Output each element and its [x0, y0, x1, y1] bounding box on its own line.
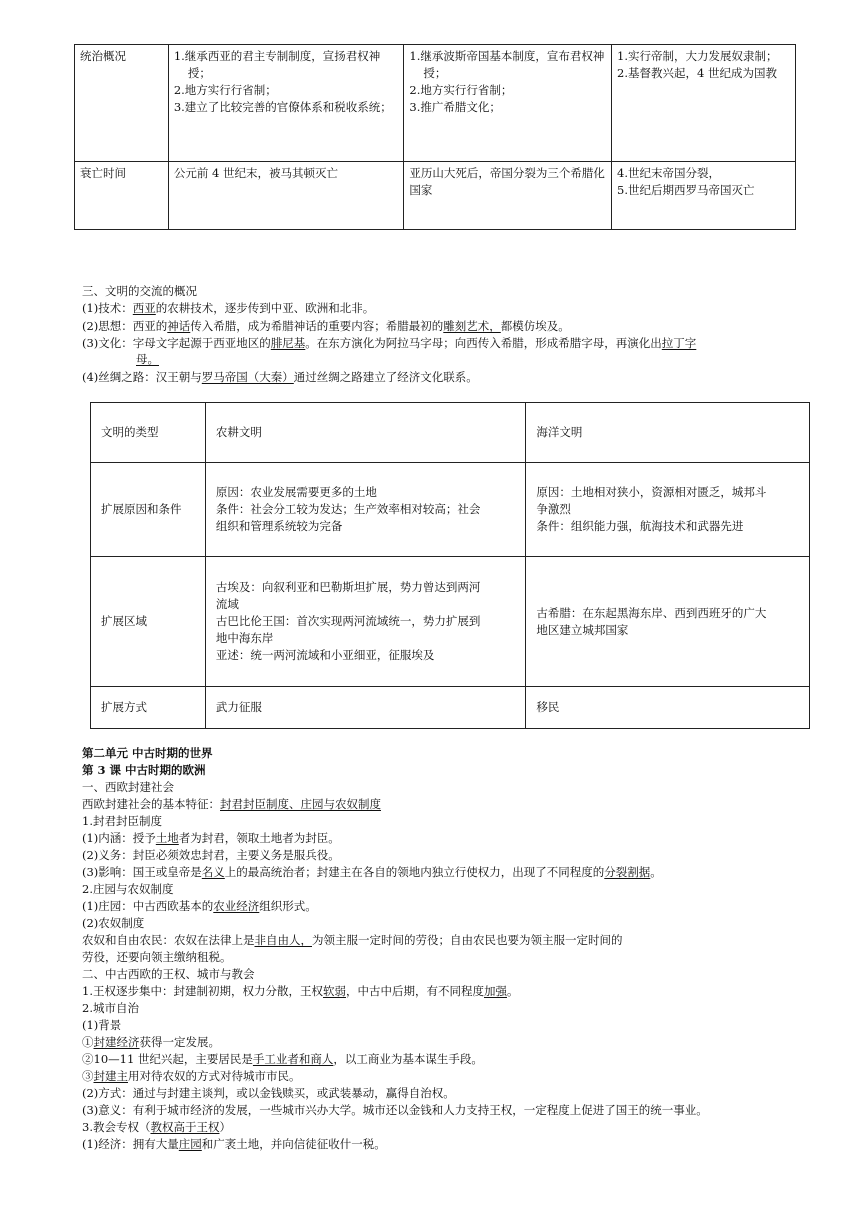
- paragraph-line: (2)农奴制度: [82, 916, 145, 930]
- paragraph-line: ①封建经济获得一定发展。: [82, 1035, 220, 1049]
- table-cell: 原因：土地相对狭小，资源相对匮乏，城邦斗 争激烈 条件：组织能力强，航海技术和武器先进: [526, 463, 810, 557]
- paragraph-line: (2)方式：通过与封建主谈判，或以金钱赎买，或武装暴动，赢得自治权。: [82, 1086, 455, 1100]
- lesson-title: 第 3 课 中古时期的欧洲: [82, 763, 206, 777]
- paragraph-line: (1)经济：拥有大量庄园和广袤土地，并向信徒征收什一税。: [82, 1137, 386, 1151]
- subheading: 2.城市自治: [82, 1001, 139, 1015]
- cell-line: 1.实行帝制，大力发展奴隶制；: [617, 49, 778, 63]
- paragraph-line: 劳役，还要向领主缴纳租税。: [82, 950, 232, 964]
- paragraph-line: (3)意义：有利于城市经济的发展，一些城市兴办大学。城市还以金钱和人力支持王权，一定程度上促进了国王的统一事业。: [82, 1103, 708, 1117]
- paragraph-line: (4)丝绸之路：汉王朝与罗马帝国（大秦）通过丝绸之路建立了经济文化联系。: [82, 370, 478, 384]
- table-row: [75, 162, 796, 230]
- subheading: 3.教会专权（教权高于王权）: [82, 1120, 231, 1134]
- paragraph-line: ②10—11 世纪兴起，主要居民是手工业者和商人，以工商业为基本谋生手段。: [82, 1052, 483, 1066]
- row-label: 扩展原因和条件: [91, 463, 206, 557]
- row-label: 扩展方式: [91, 687, 206, 729]
- cell-line: 2.地方实行行省制；: [409, 83, 513, 97]
- table-row: [91, 557, 810, 687]
- table-row: [91, 687, 810, 729]
- table-cell: 古希腊：在东起黑海东岸、西到西班牙的广大 地区建立城邦国家: [526, 557, 810, 687]
- paragraph-line: (1)背景: [82, 1018, 122, 1032]
- paragraph-line: (1)技术：西亚的农耕技术，逐步传到中亚、欧洲和北非。: [82, 301, 375, 315]
- table-header-row: [91, 403, 810, 463]
- paragraph-line: (1)庄园：中古西欧基本的农业经济组织形式。: [82, 899, 317, 913]
- table-cell: [168, 162, 404, 230]
- paragraph-line: 母。: [136, 352, 159, 366]
- civilization-table: [90, 402, 810, 729]
- cell-line: 公元前 4 世纪末，被马其顿灭亡: [173, 166, 338, 180]
- governance-table: [74, 44, 796, 230]
- section-heading: 二、中古西欧的王权、城市与教会: [82, 967, 255, 981]
- paragraph-line: (1)内涵：授予土地者为封君，领取土地者为封臣。: [82, 831, 340, 845]
- section-heading: 一、西欧封建社会: [82, 780, 174, 794]
- paragraph-line: (3)影响：国王或皇帝是名义上的最高统治者；封建主在各自的领地内独立行使权力，出现了不同程度的分裂割据。: [82, 865, 662, 879]
- column-header: 海洋文明: [526, 403, 810, 463]
- subheading: 2.庄园与农奴制度: [82, 882, 174, 896]
- cell-line: 2.基督教兴起，4 世纪成为国教: [617, 66, 777, 80]
- table-cell: [612, 45, 796, 162]
- row-label: 统治概况: [75, 45, 169, 162]
- column-header: 文明的类型: [91, 403, 206, 463]
- cell-line: 4.世纪末帝国分裂，: [617, 166, 720, 180]
- paragraph-line: (2)义务：封臣必须效忠封君，主要义务是服兵役。: [82, 848, 340, 862]
- paragraph-line: (3)文化：字母文字起源于西亚地区的腓尼基。在东方演化为阿拉马字母；向西传入希腊，形成希腊字母，再演化出拉丁字: [82, 336, 697, 350]
- row-label: 衰亡时间: [75, 162, 169, 230]
- cell-line: 1.继承波斯帝国基本制度，宣布君权神授；: [409, 49, 605, 80]
- table-cell: [612, 162, 796, 230]
- paragraph-line: 1.王权逐步集中：封建制初期，权力分散，王权软弱，中古中后期，有不同程度加强。: [82, 984, 519, 998]
- table-cell: 移民: [526, 687, 810, 729]
- section-heading: 三、文明的交流的概况: [82, 284, 197, 298]
- table-cell: 原因：农业发展需要更多的土地 条件：社会分工较为发达；生产效率相对较高；社会 组织和管理系统较为完备: [205, 463, 526, 557]
- table-row: [91, 463, 810, 557]
- paragraph-line: (2)思想：西亚的神话传入希腊，成为希腊神话的重要内容；希腊最初的雕刻艺术，都模仿埃及。: [82, 319, 570, 333]
- table-cell: 古埃及：向叙利亚和巴勒斯坦扩展，势力曾达到两河 流域 古巴比伦王国：首次实现两河流域统一，势力扩展到 地中海东岸 亚述：统一两河流域和小亚细亚，征服埃及: [205, 557, 526, 687]
- subheading: 1.封君封臣制度: [82, 814, 162, 828]
- unit-title: 第二单元 中古时期的世界: [82, 746, 213, 760]
- cell-line: 1.继承西亚的君主专制制度，宣扬君权神授；: [173, 49, 381, 80]
- table-row: [75, 45, 796, 162]
- table-cell: 武力征服: [205, 687, 526, 729]
- cell-line: 3.推广希腊文化；: [409, 100, 501, 114]
- paragraph-line: 西欧封建社会的基本特征：封君封臣制度、庄园与农奴制度: [82, 797, 381, 811]
- cell-line: 亚历山大死后，帝国分裂为三个希腊化国家: [409, 166, 605, 197]
- paragraph-line: ③封建主用对待农奴的方式对待城市市民。: [82, 1069, 301, 1083]
- cell-line: 2.地方实行行省制；: [173, 83, 277, 97]
- table-cell: [404, 162, 612, 230]
- table-cell: [168, 45, 404, 162]
- cell-line: 3.建立了比较完善的官僚体系和税收系统；: [173, 100, 392, 114]
- paragraph-line: 农奴和自由农民：农奴在法律上是非自由人，为领主服一定时间的劳役；自由农民也要为领主服一定时间的: [82, 933, 623, 947]
- cell-line: 5.世纪后期西罗马帝国灭亡: [617, 183, 755, 197]
- column-header: 农耕文明: [205, 403, 526, 463]
- row-label: 扩展区域: [91, 557, 206, 687]
- table-cell: [404, 45, 612, 162]
